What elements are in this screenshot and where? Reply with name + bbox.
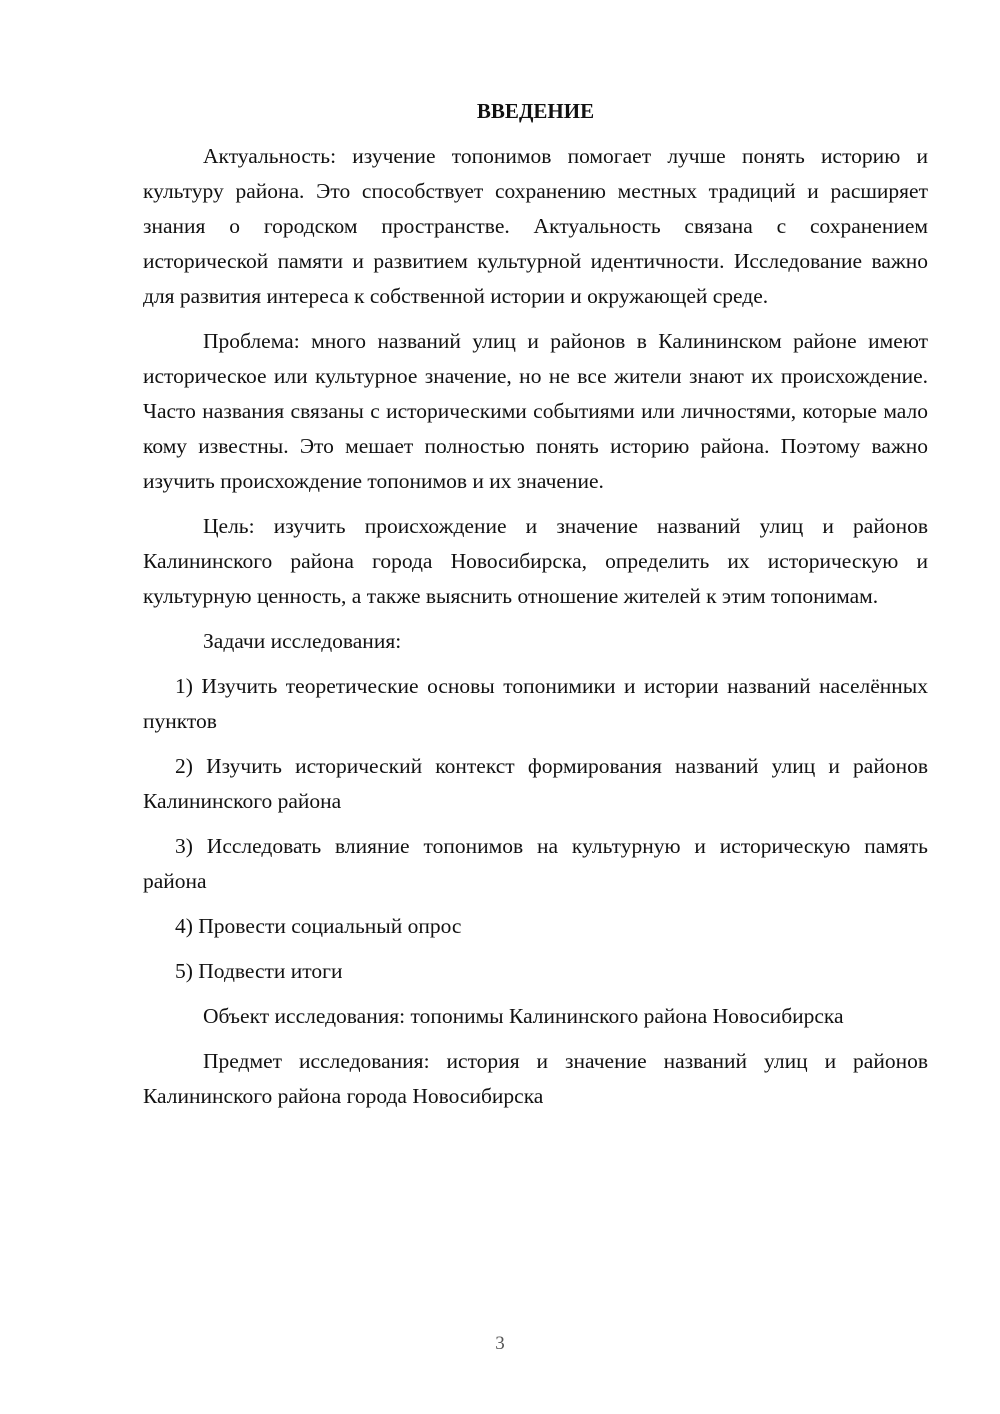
- task-item: 2) Изучить исторический контекст формирования названий улиц и районов Калининского района: [143, 754, 928, 813]
- problem-paragraph: Проблема: много названий улиц и районов в Калининском районе имеют историческое или культурное значение, но не все жители знают их происхождение. Часто названия связаны с историческими событиями или личностями, которые мало кому известны. Это мешает полностью понять историю района. Поэтому важно изучить происхождение топонимов и их значение.: [143, 329, 928, 493]
- tasks-title: Задачи исследования:: [203, 629, 402, 653]
- relevance-paragraph: Актуальность: изучение топонимов помогает лучше понять историю и культуру района. Это способствует сохранению местных традиций и расширяет знания о городском пространстве. Актуальность связана с сохранением исторической памяти и развитием культурной идентичности. Исследование важно для развития интереса к собственной истории и окружающей среде.: [143, 144, 928, 308]
- section-heading: ВВЕДЕНИЕ: [476, 99, 595, 123]
- object-paragraph: Объект исследования: топонимы Калининского района Новосибирска: [203, 1004, 844, 1028]
- task-item: 4) Провести социальный опрос: [175, 914, 462, 938]
- task-item: 1) Изучить теоретические основы топонимики и истории названий населённых пунктов: [143, 674, 928, 733]
- page-number: 3: [495, 1333, 505, 1354]
- document-body: [143, 94, 928, 1124]
- task-item: 5) Подвести итоги: [175, 959, 343, 983]
- task-item: 3) Исследовать влияние топонимов на культурную и историческую память района: [143, 834, 928, 893]
- subject-paragraph: Предмет исследования: история и значение названий улиц и районов Калининского района города Новосибирска: [143, 1049, 928, 1108]
- goal-paragraph: Цель: изучить происхождение и значение названий улиц и районов Калининского района города Новосибирска, определить их историческую и культурную ценность, а также выяснить отношение жителей к этим топонимам.: [143, 514, 928, 608]
